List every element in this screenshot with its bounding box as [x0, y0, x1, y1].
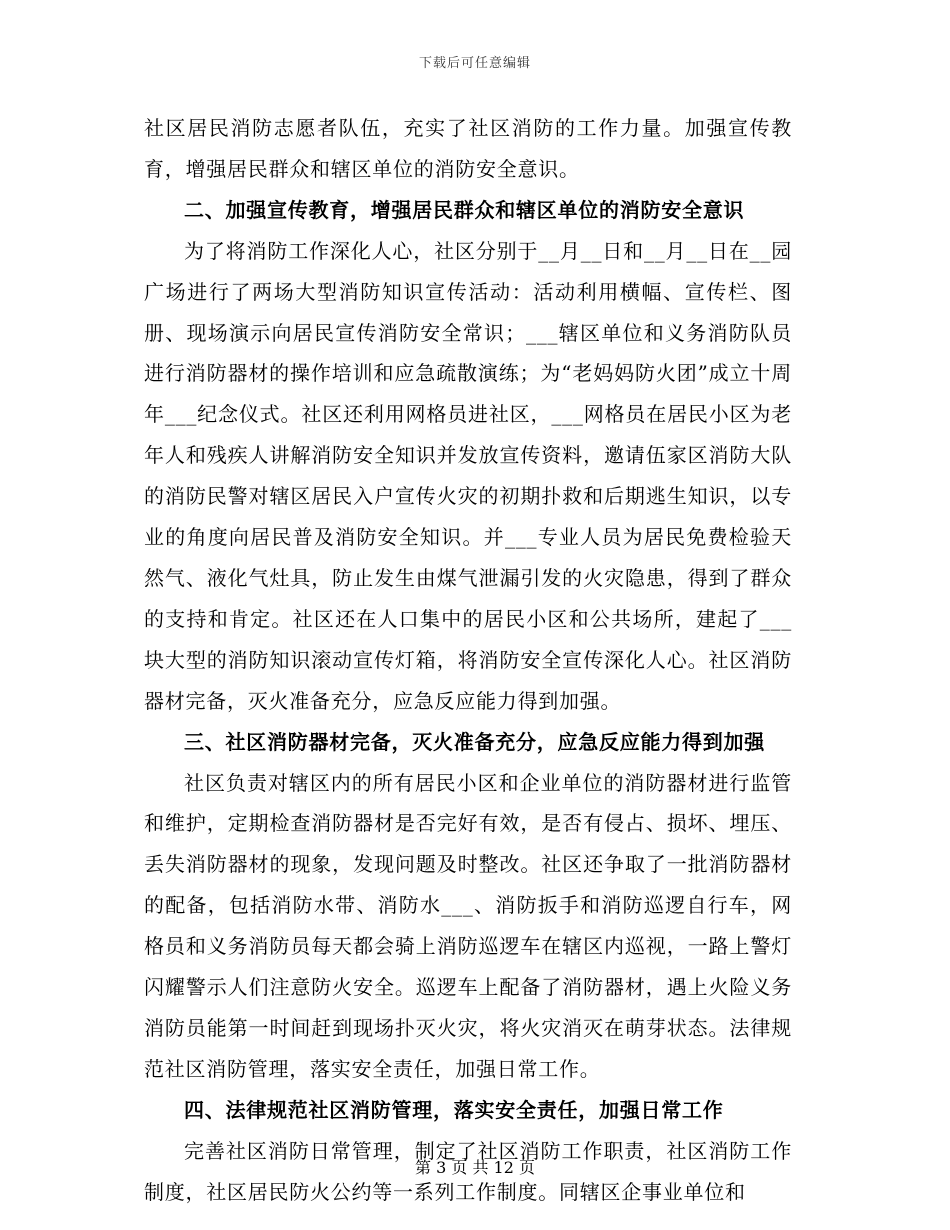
paragraph-continuation: 社区居民消防志愿者队伍，充实了社区消防的工作力量。加强宣传教育，增强居民群众和辖区单位的消防安全意识。: [144, 116, 792, 181]
paragraph-management: 完善社区消防日常管理，制定了社区消防工作职责，社区消防工作制度，社区居民防火公约等一系列工作制度。同辖区企事业单位和: [144, 1138, 792, 1204]
document-body: [144, 108, 792, 1212]
paragraph-equipment: 社区负责对辖区内的所有居民小区和企业单位的消防器材进行监管和维护，定期检查消防器材是否完好有效，是否有侵占、损坏、埋压、丢失消防器材的现象，发现问题及时整改。社区还争取了一批消防器材的配备，包括消防水带、消防水___、消防扳手和消防巡逻自行车，网格员和义务消防员每天都会骑上消防巡逻车在辖区内巡视，一路上警灯闪耀警示人们注意防火安全。巡逻车上配备了消防器材，遇上火险义务消防员能第一时间赶到现场扑灭火灾，将火灾消灭在萌芽状态。法律规范社区消防管理，落实安全责任，加强日常工作。: [144, 770, 792, 1081]
section-heading-3: 三、社区消防器材完备，灭火准备充分，应急反应能力得到加强: [184, 729, 765, 754]
page-number-footer: 第 3 页 共 12 页: [415, 1158, 535, 1177]
section-heading-2: 二、加强宣传教育，增强居民群众和辖区单位的消防安全意识: [184, 197, 745, 222]
section-heading-4: 四、法律规范社区消防管理，落实安全责任，加强日常工作: [184, 1097, 724, 1122]
page-header-note: 下载后可任意编辑: [418, 56, 531, 71]
paragraph-publicity: 为了将消防工作深化人心，社区分别于__月__日和__月__日在__园广场进行了两场大型消防知识宣传活动：活动利用横幅、宣传栏、图册、现场演示向居民宣传消防安全常识；___辖区单位和义务消防队员进行消防器材的操作培训和应急疏散演练；为“老妈妈防火团”成立十周年___纪念仪式。社区还利用网格员进社区，___网格员在居民小区为老年人和残疾人讲解消防安全知识并发放宣传资料，邀请伍家区消防大队的消防民警对辖区居民入户宣传火灾的初期扑救和后期逃生知识，以专业的角度向居民普及消防安全知识。并___专业人员为居民免费检验天然气、液化气灶具，防止发生由煤气泄漏引发的火灾隐患，得到了群众的支持和肯定。社区还在人口集中的居民小区和公共场所，建起了___块大型的消防知识滚动宣传灯箱，将消防安全宣传深化人心。社区消防器材完备，灭火准备充分，应急反应能力得到加强。: [144, 238, 792, 713]
